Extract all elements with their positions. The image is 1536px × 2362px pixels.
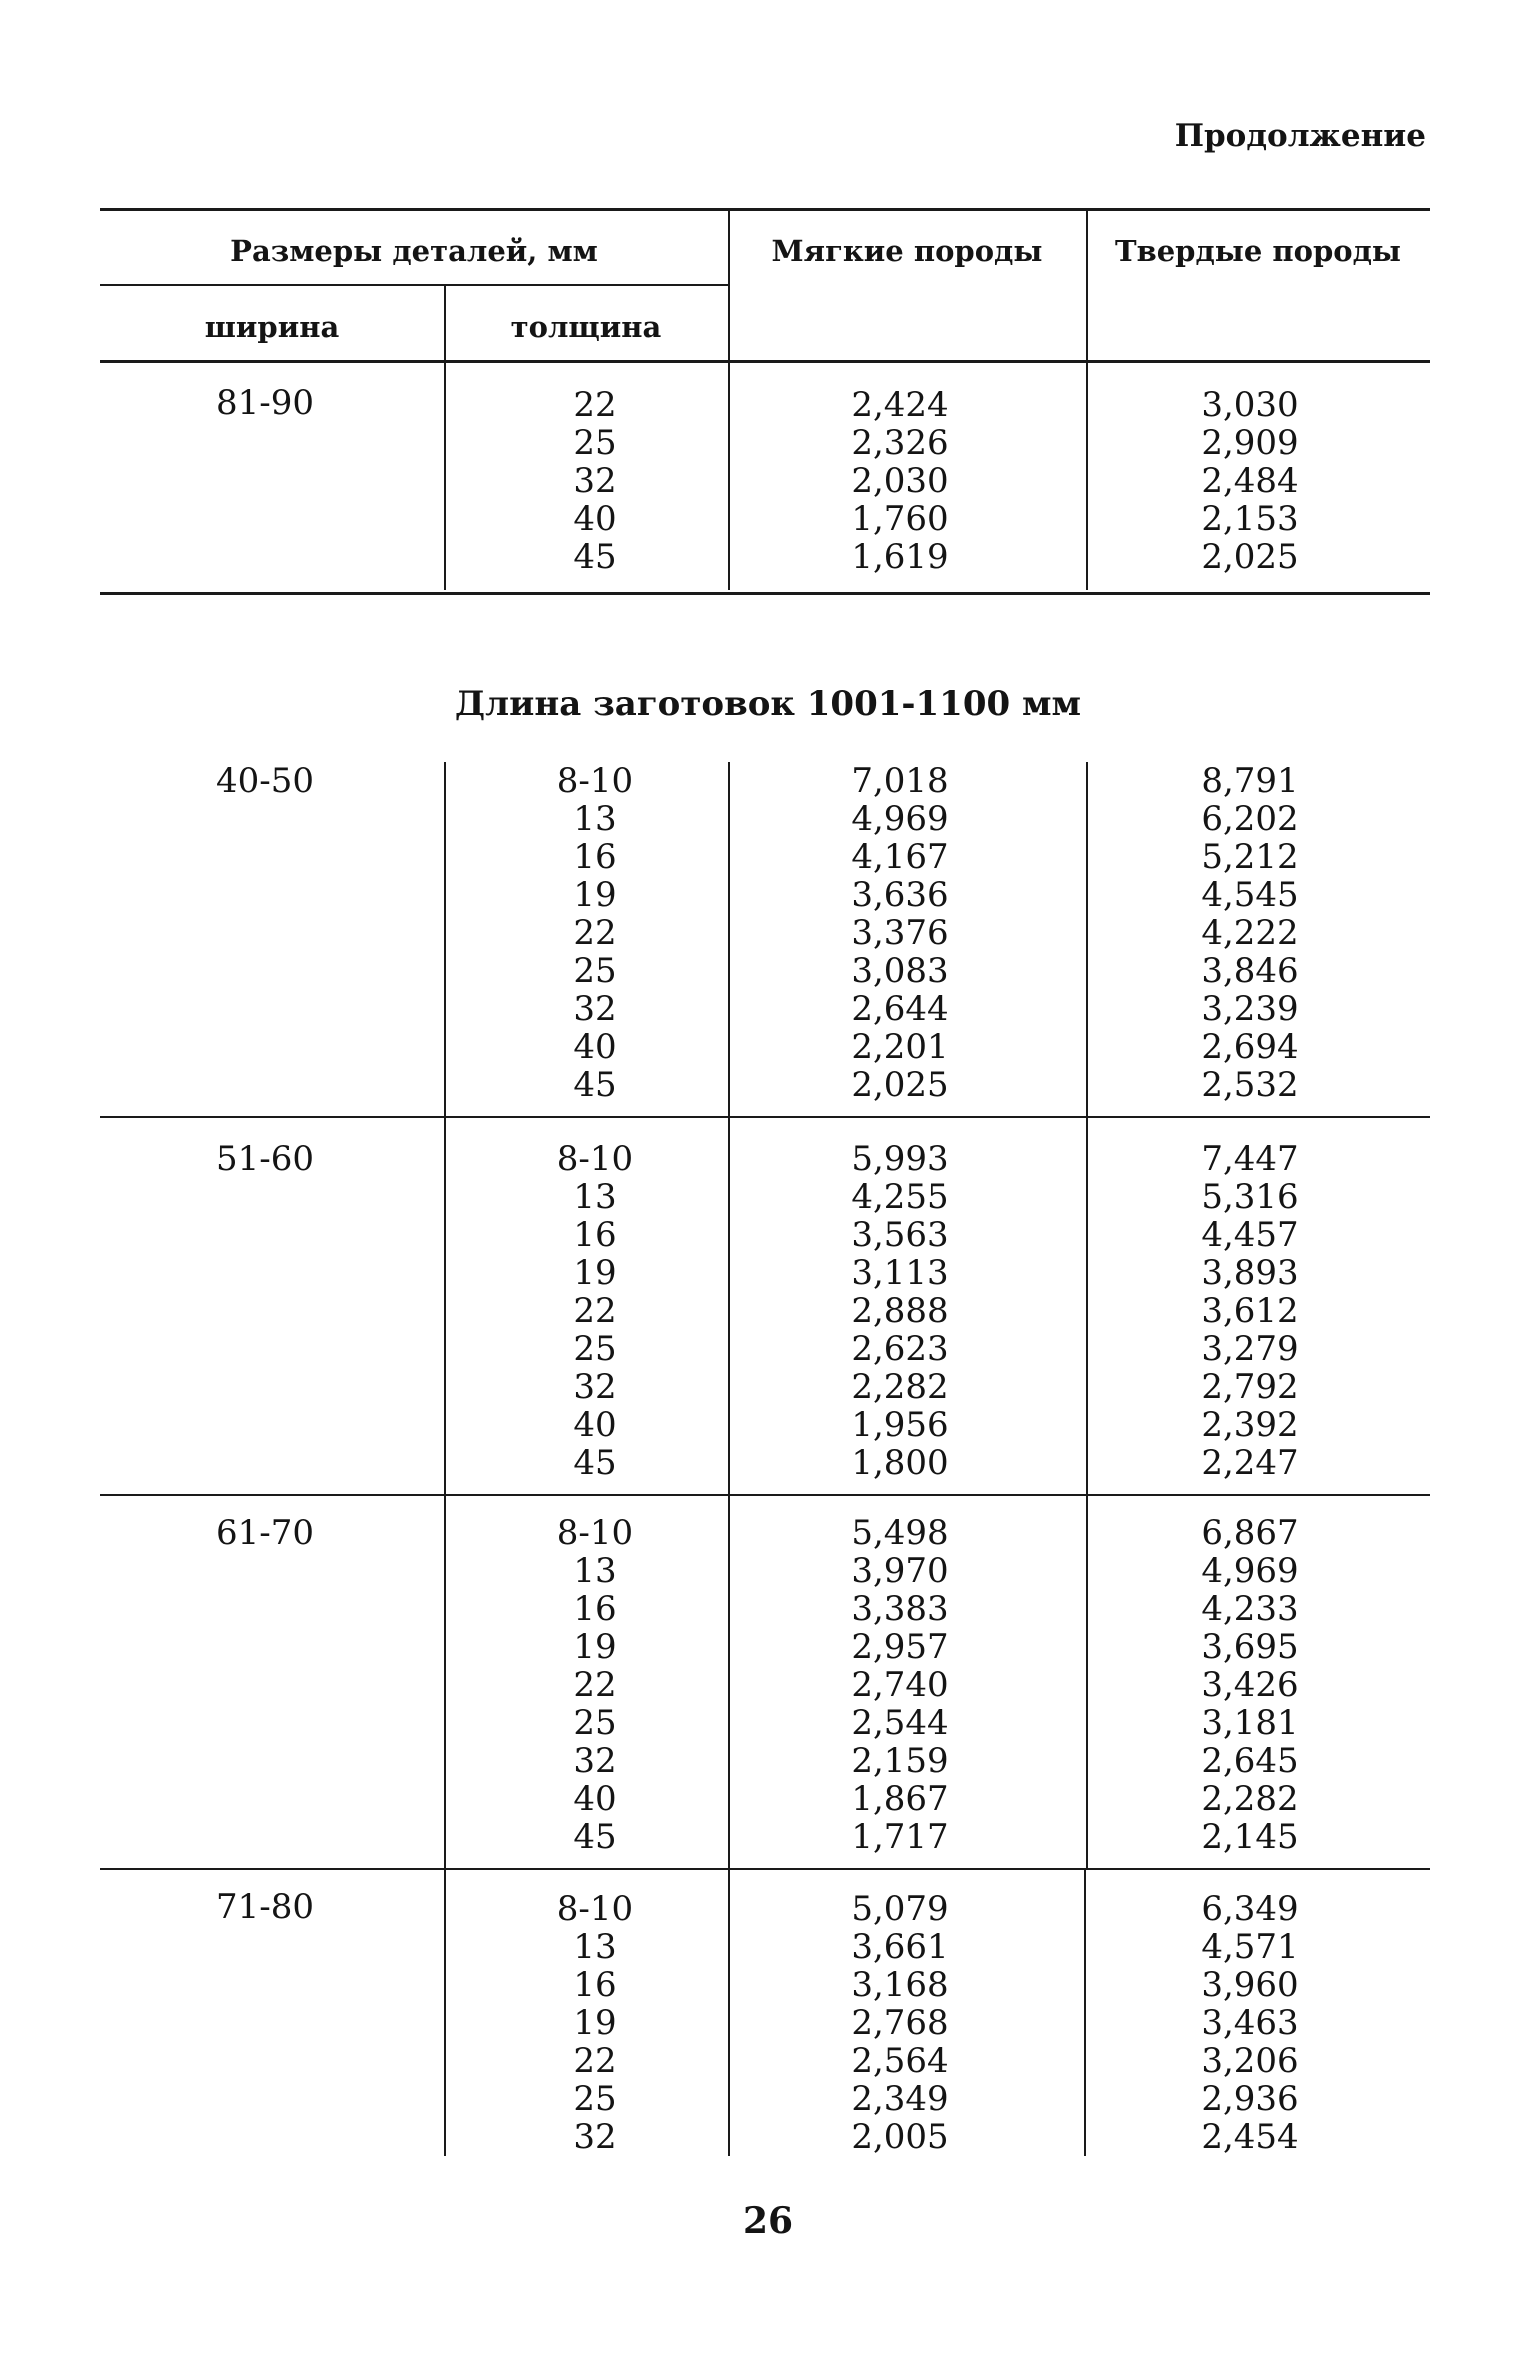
- block-divider-thickness: [444, 362, 446, 590]
- header-size-group: Размеры деталей, мм: [230, 234, 598, 268]
- thickness-value: 32: [573, 989, 617, 1029]
- table-top-rule: [100, 208, 1430, 211]
- hard-value: 3,206: [1201, 2041, 1299, 2081]
- hard-value: 2,392: [1201, 1405, 1299, 1445]
- thickness-value: 45: [573, 1817, 617, 1857]
- hard-value: 2,792: [1201, 1367, 1299, 1407]
- soft-value: 5,993: [851, 1139, 949, 1179]
- hard-value: 3,695: [1201, 1627, 1299, 1667]
- soft-value: 3,636: [851, 875, 949, 915]
- soft-value: 3,168: [851, 1965, 949, 2005]
- hard-column: [1150, 1140, 1350, 1482]
- soft-value: 2,030: [851, 461, 949, 501]
- hard-value: 3,612: [1201, 1291, 1299, 1331]
- width-cell: 71-80: [215, 1887, 314, 1927]
- first-table-bottom-rule: [100, 592, 1430, 595]
- thickness-value: 8-10: [556, 1139, 634, 1179]
- soft-value: 3,083: [851, 951, 949, 991]
- thickness-value: 13: [573, 1551, 617, 1591]
- thickness-value: 19: [573, 1627, 617, 1667]
- group-divider: [1084, 1870, 1086, 2156]
- thickness-value: 22: [573, 1665, 617, 1705]
- thickness-value: 32: [573, 461, 617, 501]
- thickness-value: 22: [573, 1291, 617, 1331]
- soft-value: 2,957: [851, 1627, 949, 1667]
- group-divider: [728, 1496, 730, 1868]
- soft-value: 2,326: [851, 423, 949, 463]
- soft-value: 2,644: [851, 989, 949, 1029]
- thickness-value: 45: [573, 1443, 617, 1483]
- soft-value: 4,255: [851, 1177, 949, 1217]
- thickness-value: 22: [573, 913, 617, 953]
- continuation-label: Продолжение: [1174, 118, 1426, 154]
- soft-value: 2,349: [851, 2079, 949, 2119]
- group-divider: [444, 1496, 446, 1868]
- hard-value: 4,457: [1201, 1215, 1299, 1255]
- thickness-value: 25: [573, 423, 617, 463]
- hard-value: 2,025: [1201, 537, 1299, 577]
- hard-value: 2,454: [1201, 2117, 1299, 2157]
- soft-value: 2,025: [851, 1065, 949, 1105]
- soft-value: 4,167: [851, 837, 949, 877]
- hard-value: 7,447: [1201, 1139, 1299, 1179]
- group-separator-rule: [100, 1116, 1430, 1118]
- hard-value: 6,867: [1201, 1513, 1299, 1553]
- thickness-value: 40: [573, 1027, 617, 1067]
- group-divider: [1086, 762, 1088, 1116]
- thickness-value: 25: [573, 1329, 617, 1369]
- soft-value: 3,376: [851, 913, 949, 953]
- hard-value: 6,349: [1201, 1889, 1299, 1929]
- hard-value: 2,484: [1201, 461, 1299, 501]
- hard-value: 3,030: [1201, 385, 1299, 425]
- hard-value: 3,181: [1201, 1703, 1299, 1743]
- soft-value: 2,159: [851, 1741, 949, 1781]
- group-separator-rule: [100, 1494, 1430, 1496]
- hard-value: 3,893: [1201, 1253, 1299, 1293]
- soft-value: 2,888: [851, 1291, 949, 1331]
- header-width: ширина: [204, 310, 340, 344]
- hard-value: 4,969: [1201, 1551, 1299, 1591]
- soft-value: 2,623: [851, 1329, 949, 1369]
- thickness-value: 22: [573, 385, 617, 425]
- hard-value: 4,233: [1201, 1589, 1299, 1629]
- soft-column: [800, 762, 1000, 1104]
- hard-column: [1150, 386, 1350, 576]
- thickness-value: 45: [573, 1065, 617, 1105]
- soft-value: 3,970: [851, 1551, 949, 1591]
- soft-value: 1,867: [851, 1779, 949, 1819]
- thickness-value: 19: [573, 1253, 617, 1293]
- soft-column: [800, 1514, 1000, 1856]
- hard-value: 2,153: [1201, 499, 1299, 539]
- hard-value: 2,909: [1201, 423, 1299, 463]
- hard-value: 4,571: [1201, 1927, 1299, 1967]
- hard-value: 2,247: [1201, 1443, 1299, 1483]
- soft-value: 7,018: [851, 761, 949, 801]
- group-separator-rule: [100, 1868, 1430, 1870]
- hard-value: 4,545: [1201, 875, 1299, 915]
- thickness-value: 13: [573, 799, 617, 839]
- header-sub-rule: [100, 284, 728, 286]
- header-thickness: толщина: [510, 310, 662, 344]
- hard-value: 5,316: [1201, 1177, 1299, 1217]
- soft-value: 5,498: [851, 1513, 949, 1553]
- soft-value: 1,619: [851, 537, 949, 577]
- hard-value: 3,279: [1201, 1329, 1299, 1369]
- thickness-value: 8-10: [556, 761, 634, 801]
- soft-value: 2,424: [851, 385, 949, 425]
- width-cell: 51-60: [215, 1139, 314, 1179]
- thickness-value: 45: [573, 537, 617, 577]
- block-divider-hard: [1086, 362, 1088, 590]
- soft-value: 2,544: [851, 1703, 949, 1743]
- group-divider: [444, 762, 446, 1116]
- thickness-value: 22: [573, 2041, 617, 2081]
- thickness-value: 19: [573, 875, 617, 915]
- soft-value: 1,800: [851, 1443, 949, 1483]
- soft-value: 3,661: [851, 1927, 949, 1967]
- thickness-value: 25: [573, 2079, 617, 2119]
- thickness-value: 32: [573, 1367, 617, 1407]
- width-cell: 61-70: [215, 1513, 314, 1553]
- hard-value: 5,212: [1201, 837, 1299, 877]
- hard-value: 2,145: [1201, 1817, 1299, 1857]
- hard-value: 2,936: [1201, 2079, 1299, 2119]
- thickness-value: 25: [573, 1703, 617, 1743]
- soft-value: 4,969: [851, 799, 949, 839]
- thickness-value: 32: [573, 2117, 617, 2157]
- thickness-value: 25: [573, 951, 617, 991]
- hard-value: 4,222: [1201, 913, 1299, 953]
- thickness-value: 16: [573, 1965, 617, 2005]
- soft-value: 3,113: [851, 1253, 949, 1293]
- soft-value: 2,201: [851, 1027, 949, 1067]
- soft-value: 2,282: [851, 1367, 949, 1407]
- hard-value: 3,463: [1201, 2003, 1299, 2043]
- group-divider: [444, 1118, 446, 1494]
- soft-value: 5,079: [851, 1889, 949, 1929]
- soft-value: 3,563: [851, 1215, 949, 1255]
- thickness-value: 13: [573, 1177, 617, 1217]
- header-hard-woods: Твердые породы: [1115, 234, 1401, 268]
- soft-value: 2,005: [851, 2117, 949, 2157]
- header-bottom-rule: [100, 360, 1430, 363]
- hard-value: 2,282: [1201, 1779, 1299, 1819]
- hard-value: 3,239: [1201, 989, 1299, 1029]
- thickness-value: 16: [573, 837, 617, 877]
- soft-value: 2,768: [851, 2003, 949, 2043]
- thickness-column: [500, 762, 690, 1104]
- thickness-column: [500, 1140, 690, 1482]
- soft-value: 1,956: [851, 1405, 949, 1445]
- soft-value: 2,564: [851, 2041, 949, 2081]
- thickness-value: 40: [573, 1405, 617, 1445]
- hard-column: [1150, 1514, 1350, 1856]
- soft-column: [800, 1890, 1000, 2156]
- header-divider-hard: [1086, 209, 1088, 361]
- group-divider: [1086, 1118, 1088, 1494]
- group-divider: [728, 1870, 730, 2156]
- page-number: 26: [742, 2200, 794, 2242]
- width-cell: 81-90: [215, 383, 314, 423]
- width-cell: 40-50: [215, 761, 314, 801]
- thickness-value: 16: [573, 1215, 617, 1255]
- header-divider-soft: [728, 209, 730, 361]
- hard-value: 3,426: [1201, 1665, 1299, 1705]
- thickness-value: 8-10: [556, 1513, 634, 1553]
- hard-value: 3,846: [1201, 951, 1299, 991]
- soft-column: [800, 386, 1000, 576]
- soft-value: 1,760: [851, 499, 949, 539]
- thickness-value: 32: [573, 1741, 617, 1781]
- hard-column: [1150, 762, 1350, 1104]
- thickness-value: 19: [573, 2003, 617, 2043]
- thickness-value: 13: [573, 1927, 617, 1967]
- hard-column: [1150, 1890, 1350, 2156]
- group-divider: [1086, 1496, 1088, 1868]
- hard-value: 3,960: [1201, 1965, 1299, 2005]
- thickness-value: 16: [573, 1589, 617, 1629]
- hard-value: 2,694: [1201, 1027, 1299, 1067]
- soft-value: 2,740: [851, 1665, 949, 1705]
- group-divider: [728, 1118, 730, 1494]
- thickness-column: [500, 1890, 690, 2156]
- thickness-column: [500, 1514, 690, 1856]
- group-divider: [728, 762, 730, 1116]
- soft-value: 1,717: [851, 1817, 949, 1857]
- thickness-value: 8-10: [556, 1889, 634, 1929]
- group-divider: [444, 1870, 446, 2156]
- thickness-value: 40: [573, 499, 617, 539]
- hard-value: 2,532: [1201, 1065, 1299, 1105]
- block-divider-soft: [728, 362, 730, 590]
- thickness-column: [500, 386, 690, 576]
- soft-column: [800, 1140, 1000, 1482]
- soft-value: 3,383: [851, 1589, 949, 1629]
- hard-value: 6,202: [1201, 799, 1299, 839]
- hard-value: 8,791: [1201, 761, 1299, 801]
- thickness-value: 40: [573, 1779, 617, 1819]
- hard-value: 2,645: [1201, 1741, 1299, 1781]
- header-soft-woods: Мягкие породы: [771, 234, 1043, 268]
- section-title: Длина заготовок 1001-1100 мм: [454, 684, 1082, 724]
